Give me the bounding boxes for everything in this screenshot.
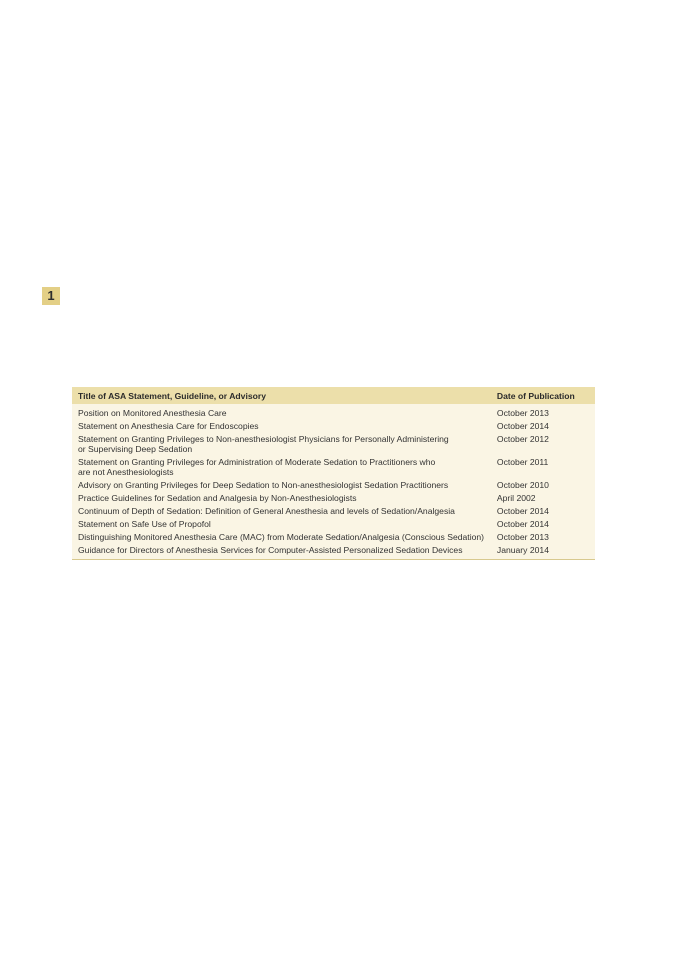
table-row (72, 531, 595, 544)
chapter-number-badge: 1 (42, 287, 60, 305)
row-date: October 2014 (496, 519, 549, 529)
row-title: Statement on Anesthesia Care for Endoscopies (78, 421, 259, 431)
table-row (72, 492, 595, 505)
row-title: Guidance for Directors of Anesthesia Services for Computer-Assisted Personalized Sedation Devices (78, 545, 463, 555)
row-date: January 2014 (496, 545, 549, 555)
table-row (72, 479, 595, 492)
table-body (72, 404, 595, 559)
table-row (72, 505, 595, 518)
row-date: October 2012 (496, 434, 549, 444)
row-title: Statement on Safe Use of Propofol (78, 519, 211, 529)
row-title: Position on Monitored Anesthesia Care (78, 408, 227, 418)
row-date: October 2014 (496, 421, 549, 431)
row-title: Distinguishing Monitored Anesthesia Care (MAC) from Moderate Sedation/Analgesia (Conscious Sedation) (78, 532, 485, 542)
row-date: October 2010 (496, 480, 549, 490)
table-header-row (72, 387, 595, 404)
asa-statements-table (72, 387, 595, 560)
row-title: Statement on Granting Privileges to Non-anesthesiologist Physicians for Personally Administering or Supervising Deep Sedation (78, 434, 449, 454)
row-date: October 2013 (496, 408, 549, 418)
table-row (72, 518, 595, 531)
row-title: Practice Guidelines for Sedation and Analgesia by Non-Anesthesiologists (78, 493, 357, 503)
table-row (72, 544, 595, 560)
row-date: October 2013 (496, 532, 549, 542)
header-date: Date of Publication (491, 387, 595, 404)
row-date: October 2011 (496, 457, 549, 467)
row-title: Advisory on Granting Privileges for Deep Sedation to Non-anesthesiologist Sedation Practitioners (78, 480, 449, 490)
row-date: October 2014 (496, 506, 549, 516)
table-row (72, 420, 595, 433)
row-date: April 2002 (496, 493, 536, 503)
row-title: Statement on Granting Privileges for Administration of Moderate Sedation to Practitioners who are not Anesthesiologists (78, 457, 436, 477)
row-title: Continuum of Depth of Sedation: Definition of General Anesthesia and levels of Sedation/Analgesia (78, 506, 455, 516)
table-row (72, 456, 595, 479)
table-row (72, 433, 595, 456)
table-row (72, 404, 595, 420)
asa-table (72, 387, 595, 559)
header-title: Title of ASA Statement, Guideline, or Advisory (72, 387, 491, 404)
